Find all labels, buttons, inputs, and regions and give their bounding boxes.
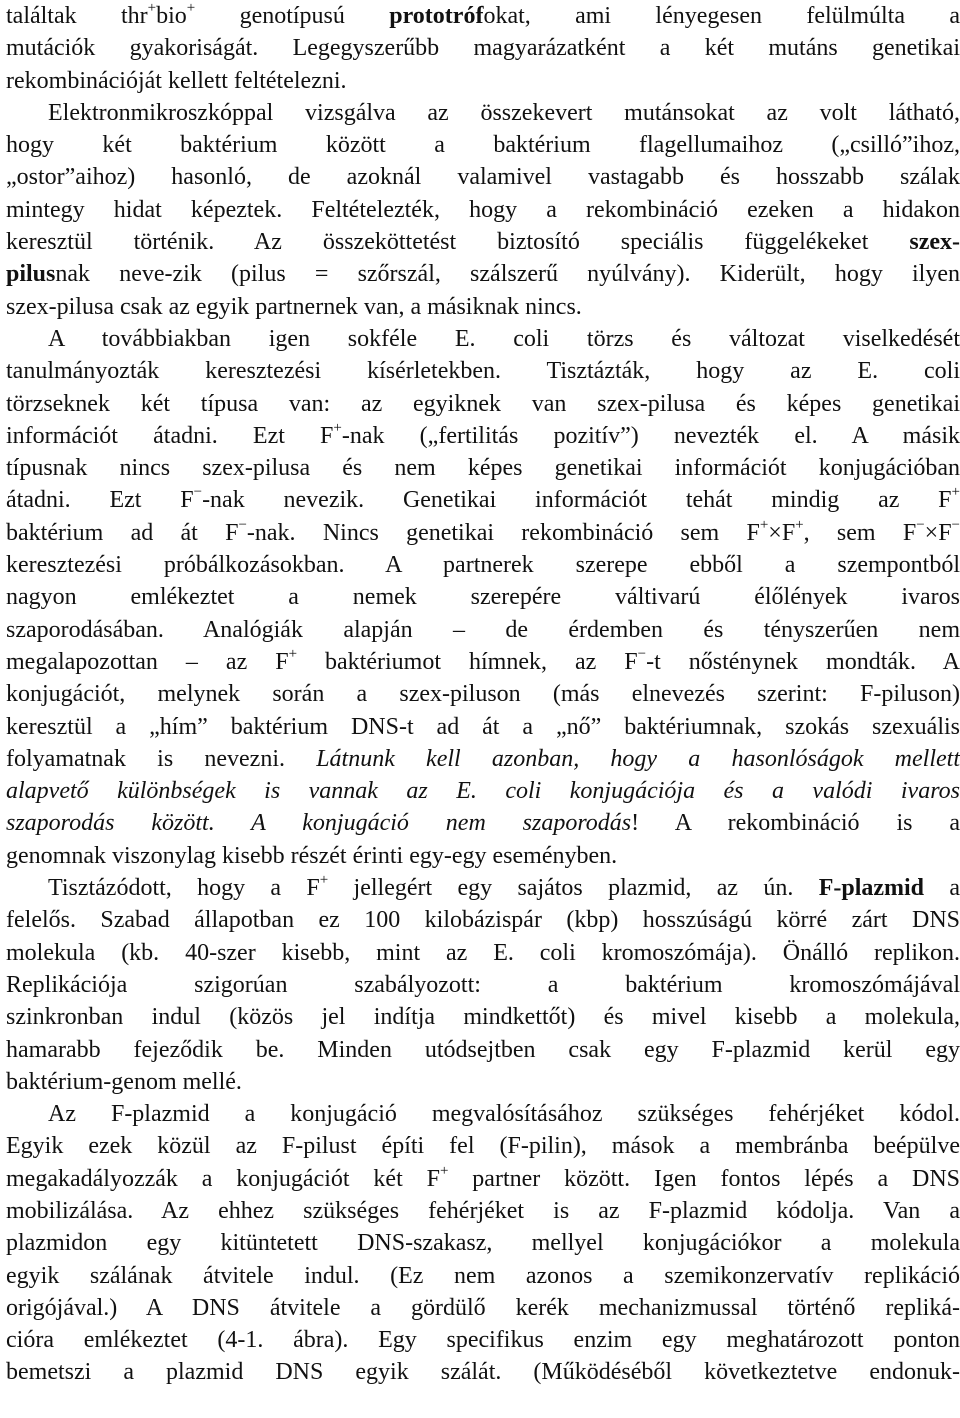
text-line: típusnak nincs szex-pilusa és nem képes genetikai információt konjugációban [6,455,960,482]
text-line: keresztezési próbálkozásokban. A partnerek szerepe ebből a szempontból [6,552,960,579]
text-line: mintegy hidat képeztek. Feltételezték, hogy a rekombináció ezeken a hidakon [6,196,960,223]
text-line: megalapozottan – az F+ baktériumot hímnek, az F−-t nősténynek mondták. A [6,645,960,675]
text-line: Egyik ezek közül az F-pilust építi fel (F-pilin), mások a membránba beépülve [6,1133,960,1160]
paragraph [6,0,960,97]
text-line: pilusnak neve-zik (pilus = szőrszál, szálszerű nyúlvány). Kiderült, hogy ilyen [6,261,960,288]
paragraph [6,1098,960,1389]
text-line: átadni. Ezt F−-nak nevezik. Genetikai információt tehát mindig az F+ [6,484,960,514]
text-line: rekombinációját kellett feltételezni. [6,67,347,94]
text-line: keresztül történik. Az összeköttetést biztosító speciális függelékeket szex- [6,229,960,256]
text-line: tanulmányozták keresztezési kísérletekben. Tisztázták, hogy az E. coli [6,358,960,385]
text-line: szinkronban indul (közös jel indítja mindkettőt) és mivel kisebb a molekula, [6,1004,960,1031]
text-line: mutációk gyakoriságát. Legegyszerűbb magyarázatként a két mutáns genetikai [6,35,960,62]
document-page [6,0,960,1389]
text-line: felelős. Szabad állapotban ez 100 kilobázispár (kbp) hosszúságú körré zárt DNS [6,907,960,934]
text-line: hamarabb fejeződik be. Minden utódsejtben csak egy F-plazmid kerül egy [6,1036,960,1063]
paragraph [6,872,960,1098]
text-line: plazmidon egy kitüntetett DNS-szakasz, mellyel konjugációkor a molekula [6,1230,960,1257]
text-line: keresztül a „hím” baktérium DNS-t ad át a „nő” baktériumnak, szokás szexuális [6,713,960,740]
text-line: Az F-plazmid a konjugáció megvalósításához szükséges fehérjéket kódol. [48,1101,960,1128]
text-line: cióra emlékeztet (4-1. ábra). Egy specifikus enzim egy meghatározott ponton [6,1327,960,1354]
text-line: bemetszi a plazmid DNS egyik szálát. (Működéséből következtetve endonuk- [6,1359,960,1386]
text-line: találtak thr+bio+ genotípusú prototrófokat, ami lényegesen felülmúlta a [6,0,960,29]
text-line: konjugációt, melynek során a szex-piluson (más elnevezés szerint: F-piluson) [6,681,960,708]
text-line: szaporodásában. Analógiák alapján – de érdemben és tényszerűen nem [6,616,960,643]
paragraph [6,323,960,872]
paragraph [6,97,960,323]
text-line: szex-pilusa csak az egyik partnernek van, a másiknak nincs. [6,293,582,320]
text-line: egyik szálának átvitele indul. (Ez nem azonos a szemikonzervatív replikáció [6,1262,960,1289]
text-line: genomnak viszonylag kisebb részét érinti egy-egy eseményben. [6,842,618,869]
text-line: A továbbiakban igen sokféle E. coli törzs és változat viselkedését [48,325,960,352]
text-line: megakadályozzák a konjugációt két F+ partner között. Igen fontos lépés a DNS [6,1162,960,1192]
text-line: alapvető különbségek is vannak az E. coli konjugációja és a valódi ivaros [6,778,960,805]
text-line: folyamatnak is nevezni. Látnunk kell azonban, hogy a hasonlóságok mellett [6,745,960,772]
text-line: Elektronmikroszkóppal vizsgálva az összekevert mutánsokat az volt látható, [48,99,960,126]
text-line: origójával.) A DNS átvitele a gördülő kerék mechanizmussal történő repliká- [6,1294,960,1321]
text-line: baktérium ad át F−-nak. Nincs genetikai rekombináció sem F+×F+, sem F−×F− [6,516,960,546]
text-line: baktérium-genom mellé. [6,1068,242,1095]
text-line: Replikációja szigorúan szabályozott: a baktérium kromoszómájával [6,971,960,998]
text-line: információt átadni. Ezt F+-nak („fertilitás pozitív”) nevezték el. A másik [6,419,960,449]
text-line: mobilizálása. Az ehhez szükséges fehérjéket is az F-plazmid kódolja. Van a [6,1197,960,1224]
text-line: molekula (kb. 40-szer kisebb, mint az E. coli kromoszómája). Önálló replikon. [6,939,960,966]
text-line: „ostor”aihoz) hasonló, de azoknál valamivel vastagabb és hosszabb szálak [6,164,960,191]
text-line: hogy két baktérium között a baktérium flagellumaihoz („csilló”ihoz, [6,132,960,159]
text-line: Tisztázódott, hogy a F+ jellegért egy sajátos plazmid, az ún. F-plazmid a [48,872,960,902]
text-line: nagyon emlékeztet a nemek szerepére váltivarú élőlények ivaros [6,584,960,611]
text-line: törzseknek két típusa van: az egyiknek van szex-pilusa és képes genetikai [6,390,960,417]
text-line: szaporodás között. A konjugáció nem szaporodás! A rekombináció is a [6,810,960,837]
